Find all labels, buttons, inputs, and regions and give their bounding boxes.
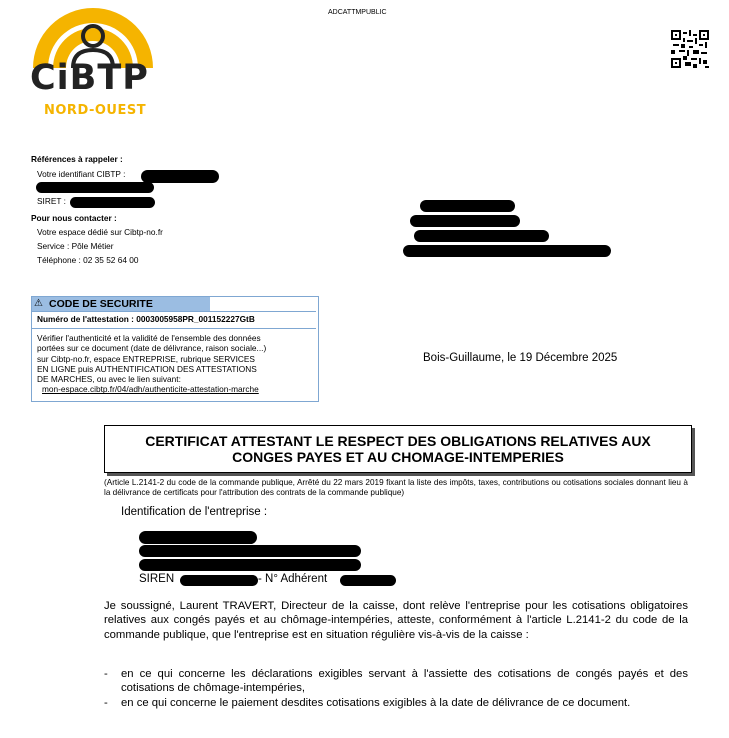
adherent-label: - N° Adhérent — [258, 573, 328, 585]
siret-label: SIRET : — [37, 196, 66, 206]
contact-line: Service : Pôle Métier — [37, 241, 114, 251]
redaction — [139, 559, 361, 571]
cibtp-logo — [28, 2, 158, 122]
bullet-dash: - — [104, 696, 108, 709]
attestation-number: Numéro de l'attestation : 0003005958PR_001152227GtB — [37, 314, 255, 324]
article-note: (Article L.2141-2 du code de la commande publique, Arrêté du 22 mars 2019 fixant la liste des impôts, taxes, contributions ou cotisations sociales donnant lieu à la délivrance de certificats pour l'attribution des contrats de la commande publique) — [104, 478, 688, 497]
redaction — [36, 182, 154, 193]
siren-label: SIREN — [139, 573, 175, 585]
security-text-line: sur Cibtp-no.fr, espace ENTREPRISE, rubrique SERVICES — [37, 353, 255, 364]
date-line: Bois-Guillaume, le 19 Décembre 2025 — [423, 352, 618, 364]
redaction — [403, 245, 611, 257]
references-title: Références à rappeler : — [31, 154, 123, 164]
warning-triangle-icon: ⚠ — [34, 298, 43, 309]
redaction — [340, 575, 396, 586]
identifiant-label: Votre identifiant CIBTP : — [37, 169, 126, 179]
redaction — [414, 230, 549, 242]
logo-name: CiBTP — [30, 58, 149, 98]
redaction — [70, 197, 155, 208]
verification-link[interactable]: mon-espace.cibtp.fr/04/adh/authenticite-attestation-marche — [42, 384, 259, 395]
security-code-box — [31, 296, 319, 402]
attestation-number-row — [32, 311, 316, 329]
qr-code-icon — [671, 30, 709, 68]
redaction — [180, 575, 258, 586]
redaction — [420, 200, 515, 212]
security-title: CODE DE SECURITE — [49, 298, 153, 310]
security-header — [32, 297, 210, 311]
identification-label: Identification de l'entreprise : — [121, 506, 268, 518]
security-text-line: Vérifier l'authenticité et la validité de l'ensemble des données — [37, 333, 261, 343]
contact-title: Pour nous contacter : — [31, 213, 117, 223]
redaction — [139, 531, 257, 544]
redaction — [141, 170, 219, 183]
certificate-title-line1: CERTIFICAT ATTESTANT LE RESPECT DES OBLIGATIONS RELATIVES AUX — [145, 433, 651, 449]
list-item — [104, 667, 688, 696]
security-text-line: EN LIGNE puis AUTHENTIFICATION DES ATTESTATIONS — [37, 363, 257, 374]
logo-region: NORD-OUEST — [44, 103, 147, 118]
redaction — [139, 545, 361, 557]
attestation-body: Je soussigné, Laurent TRAVERT, Directeur de la caisse, dont relève l'entreprise pour les cotisations obligatoires relatives aux congés payés et au chômage-intempéries, atteste, conformément à l'article L.2141-2 du code de la commande publique, que l'entreprise est en situation régulière vis-à-vis de la caisse : — [104, 600, 688, 641]
conditions-list — [104, 667, 688, 710]
bullet-dash: - — [104, 668, 108, 680]
list-item-text: en ce qui concerne le paiement desdites cotisations exigibles à la date de délivrance de ce document. — [121, 696, 631, 709]
contact-line: Votre espace dédié sur Cibtp-no.fr — [37, 227, 163, 237]
list-item — [104, 696, 688, 710]
security-text-line: DE MARCHES, ou avec le lien suivant: — [37, 374, 181, 385]
redaction — [410, 215, 520, 227]
certificate-title-line2: CONGES PAYES ET AU CHOMAGE-INTEMPERIES — [232, 449, 564, 465]
security-text-line: portées sur ce document (date de délivrance, raison sociale...) — [37, 343, 267, 354]
security-instructions — [37, 333, 315, 395]
contact-phone: Téléphone : 02 35 52 64 00 — [37, 255, 139, 265]
certificate-title-box — [104, 425, 692, 473]
document-code: ADCATTMPUBLIC — [328, 9, 387, 16]
list-item-text: en ce qui concerne les déclarations exigibles servant à l'assiette des cotisations de congés payés et des cotisations de chômage-intempéries, — [121, 668, 688, 695]
